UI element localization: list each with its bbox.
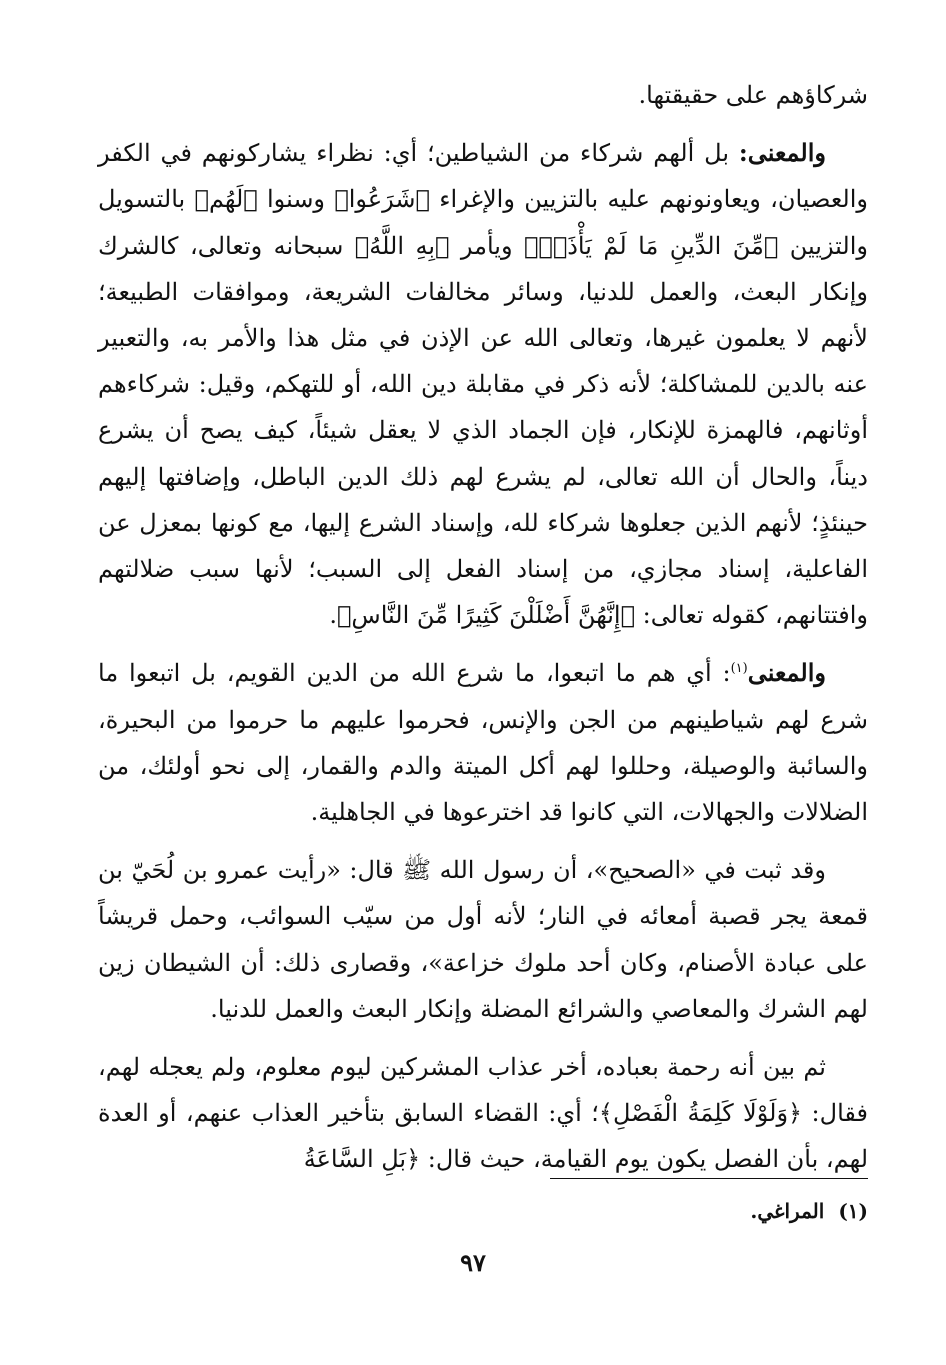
- paragraph-keyword: والمعنى:: [738, 138, 826, 168]
- paragraph-delay: [98, 1044, 868, 1183]
- footnote-reference[interactable]: (١): [730, 661, 748, 677]
- paragraph-text: وقد ثبت في «الصحيح»، أن رسول الله ﷺ قال: «رأيت عمرو بن لُحَيّ بن قمعة يجر قصبة أمعائه في النار؛ لأنه أول من سيّب السوائب، وحمل قريشاً على عبادة الأصنام، وكان أحد ملوك خزاعة»، وقصارى ذلك: أن الشيطان زين لهم الشرك والمعاصي والشرائع المضلة وإنكار البعث والعمل للدنيا.: [98, 856, 868, 1023]
- paragraph-text: بل ألهم شركاء من الشياطين؛ أي: نظراء يشاركونهم في الكفر والعصيان، ويعاونونهم عليه بالتزيين والإغراء ﴿شَرَعُوا﴾ وسنوا ﴿لَهُم﴾ بالتسويل والتزيين ﴿مِّنَ الدِّينِ مَا لَمْ يَأْذَنۢ﴾ ويأمر ﴿بِهِ اللَّهُ﴾ سبحانه وتعالى، كالشرك وإنكار البعث، والعمل للدنيا، وسائر مخالفات الشريعة، وموافقات الطبيعة؛ لأنهم لا يعلمون غيرها، وتعالى الله عن الإذن في مثل هذا والأمر به، والتعبير عنه بالدين للمشاكلة؛ لأنه ذكر في مقابلة دين الله، أو للتهكم، وقيل: شركاءهم أوثانهم، فالهمزة للإنكار، فإن الجماد الذي لا يعقل شيئاً، كيف يصح أن يشرع ديناً، والحال أن الله تعالى، لم يشرع لهم ذلك الدين الباطل، وإضافتها إليهم حينئذٍ؛ لأنهم الذين جعلوها شركاء لله، وإسناد الشرع إليها، مع كونها بمعزل عن الفاعلية، إسناد مجازي، من إسناد الفعل إلى السبب؛ لأنها سبب ضلالتهم وافتتانهم، كقوله تعالى: ﴿إِنَّهُنَّ أَضْلَلْنَ كَثِيرًا مِّنَ النَّاسِ﴾.: [98, 139, 868, 630]
- paragraph-hadith: [98, 847, 868, 1032]
- footnote-number: (١): [838, 1199, 868, 1223]
- paragraph-continuation: [98, 72, 868, 118]
- paragraph-text: : أي هم ما اتبعوا، ما شرع الله من الدين القويم، بل اتبعوا ما شرع لهم شياطينهم من الجن والإنس، فحرموا عليهم ما حرموا من البحيرة، والسائبة والوصيلة، وحللوا لهم أكل الميتة والدم والقمار، إلى نحو أولئك، من الضلالات والجهالات، التي كانوا قد اخترعوها في الجاهلية.: [98, 659, 868, 827]
- paragraph-meaning-1: [98, 130, 868, 638]
- footnote-text: المراغي.: [750, 1199, 825, 1223]
- paragraph-text: شركاؤهم على حقيقتها.: [638, 81, 868, 109]
- main-text: [98, 72, 868, 1183]
- paragraph-keyword: والمعنى: [747, 658, 826, 688]
- footnote: [98, 1196, 868, 1226]
- page-number: ٩٧: [460, 1248, 486, 1277]
- footnote-divider: [550, 1178, 868, 1179]
- paragraph-meaning-2: [98, 650, 868, 835]
- paragraph-text: ثم بين أنه رحمة بعباده، أخر عذاب المشركين ليوم معلوم، ولم يعجله لهم، فقال: ﴿وَلَوْلَا كَلِمَةُ الْفَصْلِ﴾؛ أي: القضاء السابق بتأخير العذاب عنهم، أو العدة لهم، بأن الفصل يكون يوم القيامة، حيث قال: ﴿بَلِ السَّاعَةُ: [98, 1053, 868, 1174]
